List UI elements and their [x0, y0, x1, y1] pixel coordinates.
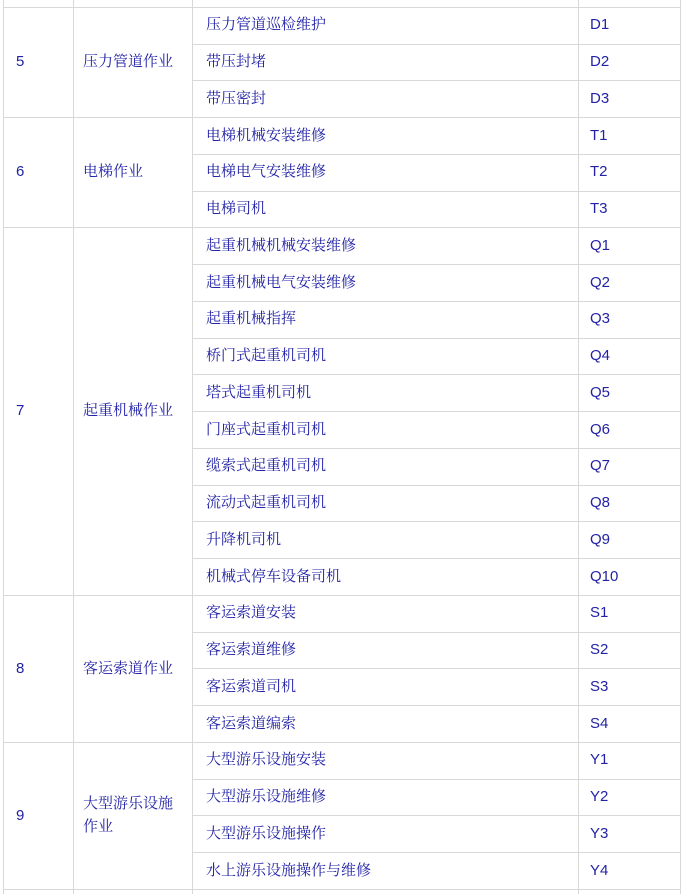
- item-name: 门座式起重机司机: [193, 412, 579, 449]
- partial-row-bottom-cell: [4, 889, 74, 894]
- partial-row-top-cell: [74, 0, 193, 7]
- item-name: 起重机械电气安装维修: [193, 265, 579, 302]
- item-name: 缆索式起重机司机: [193, 448, 579, 485]
- section-number: 9: [4, 742, 74, 889]
- table-row: [4, 118, 681, 155]
- item-code: T3: [579, 191, 681, 228]
- item-code: T1: [579, 118, 681, 155]
- table-row: [4, 7, 681, 44]
- item-name: 流动式起重机司机: [193, 485, 579, 522]
- item-name: 电梯电气安装维修: [193, 154, 579, 191]
- item-name: 压力管道巡检维护: [193, 7, 579, 44]
- section-number: 8: [4, 595, 74, 742]
- item-code: D2: [579, 44, 681, 81]
- item-code: Q9: [579, 522, 681, 559]
- operations-table-body: [4, 0, 681, 894]
- operations-table: [3, 0, 681, 894]
- item-code: S3: [579, 669, 681, 706]
- item-code: Q5: [579, 375, 681, 412]
- section-number: 7: [4, 228, 74, 596]
- item-code: Q1: [579, 228, 681, 265]
- section-number: 5: [4, 7, 74, 117]
- item-code: Y2: [579, 779, 681, 816]
- partial-row-bottom: [4, 889, 681, 894]
- item-name: 客运索道维修: [193, 632, 579, 669]
- table-row: [4, 228, 681, 265]
- item-name: 升降机司机: [193, 522, 579, 559]
- item-code: T2: [579, 154, 681, 191]
- item-name: 起重机械机械安装维修: [193, 228, 579, 265]
- item-name: 带压密封: [193, 81, 579, 118]
- item-name: 大型游乐设施安装: [193, 742, 579, 779]
- partial-row-top: [4, 0, 681, 7]
- item-code: Y1: [579, 742, 681, 779]
- section-category: 客运索道作业: [74, 595, 193, 742]
- item-code: Q2: [579, 265, 681, 302]
- item-name: 客运索道司机: [193, 669, 579, 706]
- partial-row-top-cell: [4, 0, 74, 7]
- section-category: 起重机械作业: [74, 228, 193, 596]
- partial-row-top-cell: [579, 0, 681, 7]
- partial-row-bottom-cell: [193, 889, 579, 894]
- partial-row-bottom-cell: [579, 889, 681, 894]
- item-name: 大型游乐设施维修: [193, 779, 579, 816]
- item-name: 电梯机械安装维修: [193, 118, 579, 155]
- item-code: D1: [579, 7, 681, 44]
- item-code: Y3: [579, 816, 681, 853]
- item-name: 带压封堵: [193, 44, 579, 81]
- item-code: Q4: [579, 338, 681, 375]
- item-code: Q7: [579, 448, 681, 485]
- item-name: 客运索道安装: [193, 595, 579, 632]
- item-code: Y4: [579, 853, 681, 890]
- section-category: 大型游乐设施作业: [74, 742, 193, 889]
- item-name: 电梯司机: [193, 191, 579, 228]
- partial-row-top-cell: [193, 0, 579, 7]
- item-name: 客运索道编索: [193, 706, 579, 743]
- item-code: Q3: [579, 301, 681, 338]
- item-name: 机械式停车设备司机: [193, 559, 579, 596]
- item-name: 塔式起重机司机: [193, 375, 579, 412]
- table-row: [4, 595, 681, 632]
- section-category: 压力管道作业: [74, 7, 193, 117]
- item-name: 水上游乐设施操作与维修: [193, 853, 579, 890]
- item-code: Q6: [579, 412, 681, 449]
- item-name: 大型游乐设施操作: [193, 816, 579, 853]
- item-code: Q10: [579, 559, 681, 596]
- item-code: D3: [579, 81, 681, 118]
- item-code: S4: [579, 706, 681, 743]
- table-row: [4, 742, 681, 779]
- item-name: 起重机械指挥: [193, 301, 579, 338]
- section-number: 6: [4, 118, 74, 228]
- item-code: S2: [579, 632, 681, 669]
- partial-row-bottom-cell: [74, 889, 193, 894]
- item-name: 桥门式起重机司机: [193, 338, 579, 375]
- section-category: 电梯作业: [74, 118, 193, 228]
- item-code: Q8: [579, 485, 681, 522]
- item-code: S1: [579, 595, 681, 632]
